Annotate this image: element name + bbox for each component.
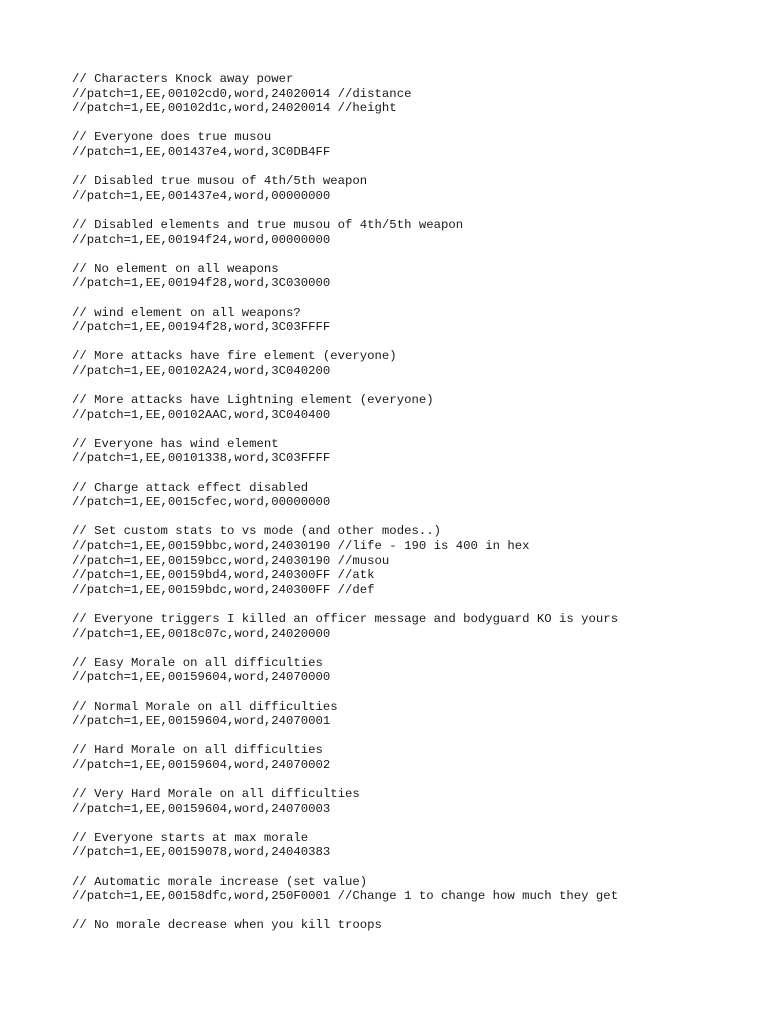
patch-block — [72, 918, 752, 933]
patch-line: //patch=1,EE,001437e4,word,3C0DB4FF — [72, 144, 331, 159]
patch-comment: // Everyone does true musou — [72, 130, 272, 145]
patch-block — [72, 393, 752, 422]
patch-block — [72, 612, 752, 641]
patch-line: //patch=1,EE,00159078,word,24040383 — [72, 845, 331, 860]
patch-comment: // Charge attack effect disabled — [72, 480, 309, 495]
patch-block — [72, 831, 752, 860]
patch-line: //patch=1,EE,001437e4,word,00000000 — [72, 188, 331, 203]
patch-block — [72, 875, 752, 904]
patch-comment: // Very Hard Morale on all difficulties — [72, 787, 360, 802]
patch-block — [72, 700, 752, 729]
patch-line: //patch=1,EE,00102AAC,word,3C040400 — [72, 407, 331, 422]
patch-block — [72, 743, 752, 772]
patch-comment: // Everyone has wind element — [72, 436, 279, 451]
patch-line: //patch=1,EE,00102A24,word,3C040200 — [72, 363, 331, 378]
patch-block — [72, 72, 752, 116]
patch-block — [72, 524, 752, 597]
patch-comment: // More attacks have Lightning element (everyone) — [72, 393, 434, 408]
patch-comment: // More attacks have fire element (everyone) — [72, 349, 397, 364]
patch-comment: // No morale decrease when you kill troops — [72, 918, 382, 933]
patch-line: //patch=1,EE,00194f24,word,00000000 — [72, 232, 331, 247]
patch-line: //patch=1,EE,00101338,word,3C03FFFF — [72, 451, 331, 466]
patch-line: //patch=1,EE,00102cd0,word,24020014 //distance — [72, 86, 412, 101]
patch-line: //patch=1,EE,0018c07c,word,24020000 — [72, 626, 331, 641]
patch-comment: // Set custom stats to vs mode (and other modes..) — [72, 524, 441, 539]
patch-comment: // Everyone triggers I killed an officer message and bodyguard KO is yours — [72, 611, 619, 626]
patch-comment: // No element on all weapons — [72, 261, 279, 276]
cheat-code-document — [72, 72, 752, 948]
patch-comment: // Hard Morale on all difficulties — [72, 743, 323, 758]
patch-block — [72, 656, 752, 685]
patch-line: //patch=1,EE,00159604,word,24070003 — [72, 801, 331, 816]
patch-comment: // wind element on all weapons? — [72, 305, 301, 320]
patch-comment: // Normal Morale on all difficulties — [72, 699, 338, 714]
patch-comment: // Everyone starts at max morale — [72, 830, 309, 845]
patch-block — [72, 349, 752, 378]
patch-line: //patch=1,EE,00159bdc,word,240300FF //def — [72, 582, 375, 597]
patch-block — [72, 174, 752, 203]
patch-block — [72, 481, 752, 510]
patch-line: //patch=1,EE,00102d1c,word,24020014 //height — [72, 101, 397, 116]
patch-block — [72, 437, 752, 466]
patch-block — [72, 262, 752, 291]
patch-block — [72, 130, 752, 159]
patch-line: //patch=1,EE,00159bcc,word,24030190 //musou — [72, 553, 390, 568]
patch-comment: // Automatic morale increase (set value) — [72, 874, 368, 889]
patch-line: //patch=1,EE,0015cfec,word,00000000 — [72, 495, 331, 510]
patch-block — [72, 218, 752, 247]
patch-line: //patch=1,EE,00194f28,word,3C030000 — [72, 276, 331, 291]
patch-comment: // Disabled true musou of 4th/5th weapon — [72, 174, 368, 189]
patch-line: //patch=1,EE,00158dfc,word,250F0001 //Change 1 to change how much they get — [72, 889, 619, 904]
patch-block — [72, 306, 752, 335]
patch-line: //patch=1,EE,00159604,word,24070001 — [72, 714, 331, 729]
patch-line: //patch=1,EE,00194f28,word,3C03FFFF — [72, 320, 331, 335]
patch-line: //patch=1,EE,00159604,word,24070000 — [72, 670, 331, 685]
patch-line: //patch=1,EE,00159bd4,word,240300FF //atk — [72, 568, 375, 583]
patch-line: //patch=1,EE,00159604,word,24070002 — [72, 757, 331, 772]
patch-comment: // Disabled elements and true musou of 4th/5th weapon — [72, 217, 464, 232]
patch-comment: // Easy Morale on all difficulties — [72, 655, 323, 670]
patch-block — [72, 787, 752, 816]
patch-comment: // Characters Knock away power — [72, 72, 294, 86]
patch-line: //patch=1,EE,00159bbc,word,24030190 //life - 190 is 400 in hex — [72, 539, 530, 553]
